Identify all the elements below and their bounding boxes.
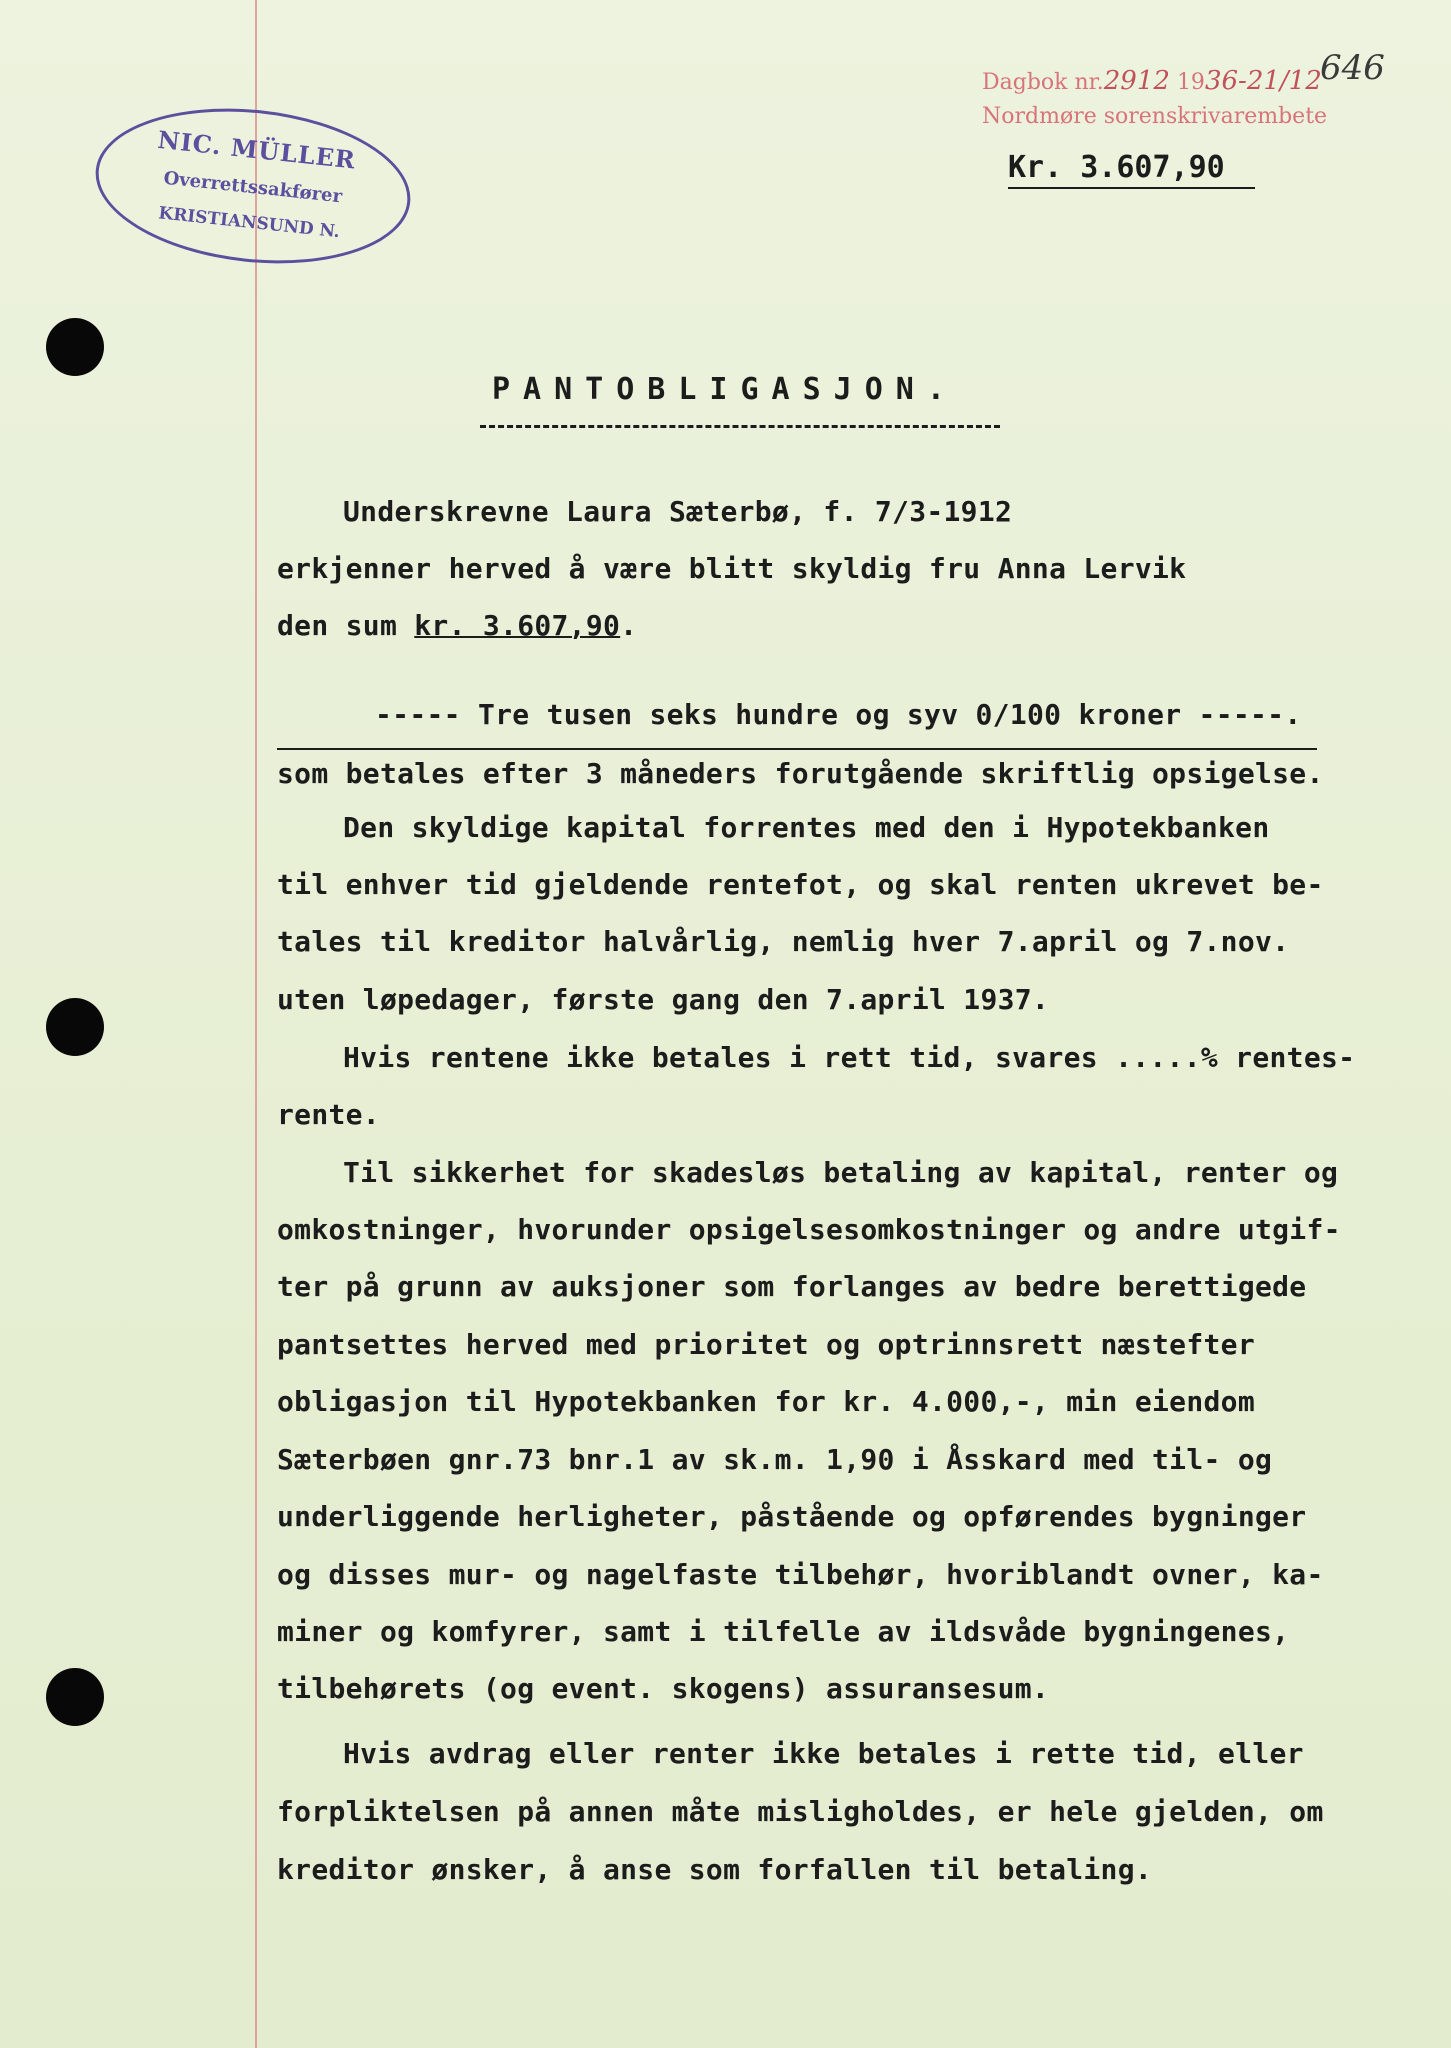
amount-value: kr. 3.607,90: [414, 609, 621, 642]
registry-year-prefix: 19: [1176, 70, 1205, 95]
registry-date: 21/12: [1246, 66, 1322, 96]
text-line: Underskrevne Laura Sæterbø, f. 7/3-1912: [343, 495, 1013, 528]
text-line: Sæterbøen gnr.73 bnr.1 av sk.m. 1,90 i Åsskard med til- og: [277, 1443, 1273, 1476]
punch-hole-middle: [46, 998, 104, 1056]
text-line: som betales efter 3 måneders forutgående skriftlig opsigelse.: [277, 757, 1324, 790]
registry-year-suffix: 36-: [1204, 66, 1247, 96]
text-line: tilbehørets (og event. skogens) assuransesum.: [277, 1672, 1050, 1705]
registry-prefix: Dagbok nr.: [982, 70, 1104, 95]
stamp-name: NIC. MÜLLER: [156, 124, 358, 175]
text-line: til enhver tid gjeldende rentefot, og skal renten ukrevet be-: [277, 868, 1324, 901]
text-line-amount: [277, 609, 637, 642]
title-underline: [480, 425, 1000, 428]
registry-number: 2912: [1103, 66, 1170, 96]
text-line: omkostninger, hvorunder opsigelsesomkostninger og andre utgif-: [277, 1213, 1341, 1246]
folio-number: 646: [1320, 48, 1385, 88]
stamp-title: Overrettssakfører: [162, 167, 344, 208]
registry-stamp: [982, 64, 1327, 134]
registry-office: Nordmøre sorenskrivarembete: [982, 104, 1328, 129]
amount-in-words: ----- Tre tusen seks hundre og syv 0/100 kroner -----.: [375, 698, 1302, 731]
lawyer-stamp: [88, 94, 418, 278]
text-line: Den skyldige kapital forrentes med den i Hypotekbanken: [343, 811, 1270, 844]
amount-suffix: .: [620, 609, 638, 642]
text-line: underliggende herligheter, påstående og opførendes bygninger: [277, 1500, 1307, 1533]
punch-hole-top: [46, 318, 104, 376]
text-line: rente.: [277, 1098, 380, 1131]
text-line: obligasjon til Hypotekbanken for kr. 4.000,-, min eiendom: [277, 1385, 1255, 1418]
text-line: ter på grunn av auksjoner som forlanges av bedre berettigede: [277, 1270, 1307, 1303]
text-line: erkjenner herved å være blitt skyldig fru Anna Lervik: [277, 552, 1187, 585]
text-line: Til sikkerhet for skadesløs betaling av kapital, renter og: [343, 1156, 1339, 1189]
text-line: og disses mur- og nagelfaste tilbehør, hvoriblandt ovner, ka-: [277, 1558, 1324, 1591]
text-line: Hvis rentene ikke betales i rett tid, svares .....% rentes-: [343, 1041, 1356, 1074]
text-line: kreditor ønsker, å anse som forfallen til betaling.: [277, 1853, 1153, 1886]
text-line: pantsettes herved med prioritet og optrinnsrett næstefter: [277, 1328, 1255, 1361]
text-line: miner og komfyrer, samt i tilfelle av ildsvåde bygningenes,: [277, 1615, 1290, 1648]
amount-in-words-rule: [277, 748, 1317, 750]
text-line: uten løpedager, første gang den 7.april 1937.: [277, 983, 1050, 1016]
punch-hole-bottom: [46, 1668, 104, 1726]
document-title: PANTOBLIGASJON.: [492, 372, 958, 407]
text-line: Hvis avdrag eller renter ikke betales i rette tid, eller: [343, 1737, 1304, 1770]
stamp-city: KRISTIANSUND N.: [157, 203, 341, 243]
text-line: tales til kreditor halvårlig, nemlig hver 7.april og 7.nov.: [277, 925, 1290, 958]
header-amount: Kr. 3.607,90: [1008, 150, 1255, 189]
margin-line: [255, 0, 257, 2048]
amount-prefix: den sum: [277, 609, 415, 642]
text-line: forpliktelsen på annen måte misligholdes, er hele gjelden, om: [277, 1795, 1324, 1828]
